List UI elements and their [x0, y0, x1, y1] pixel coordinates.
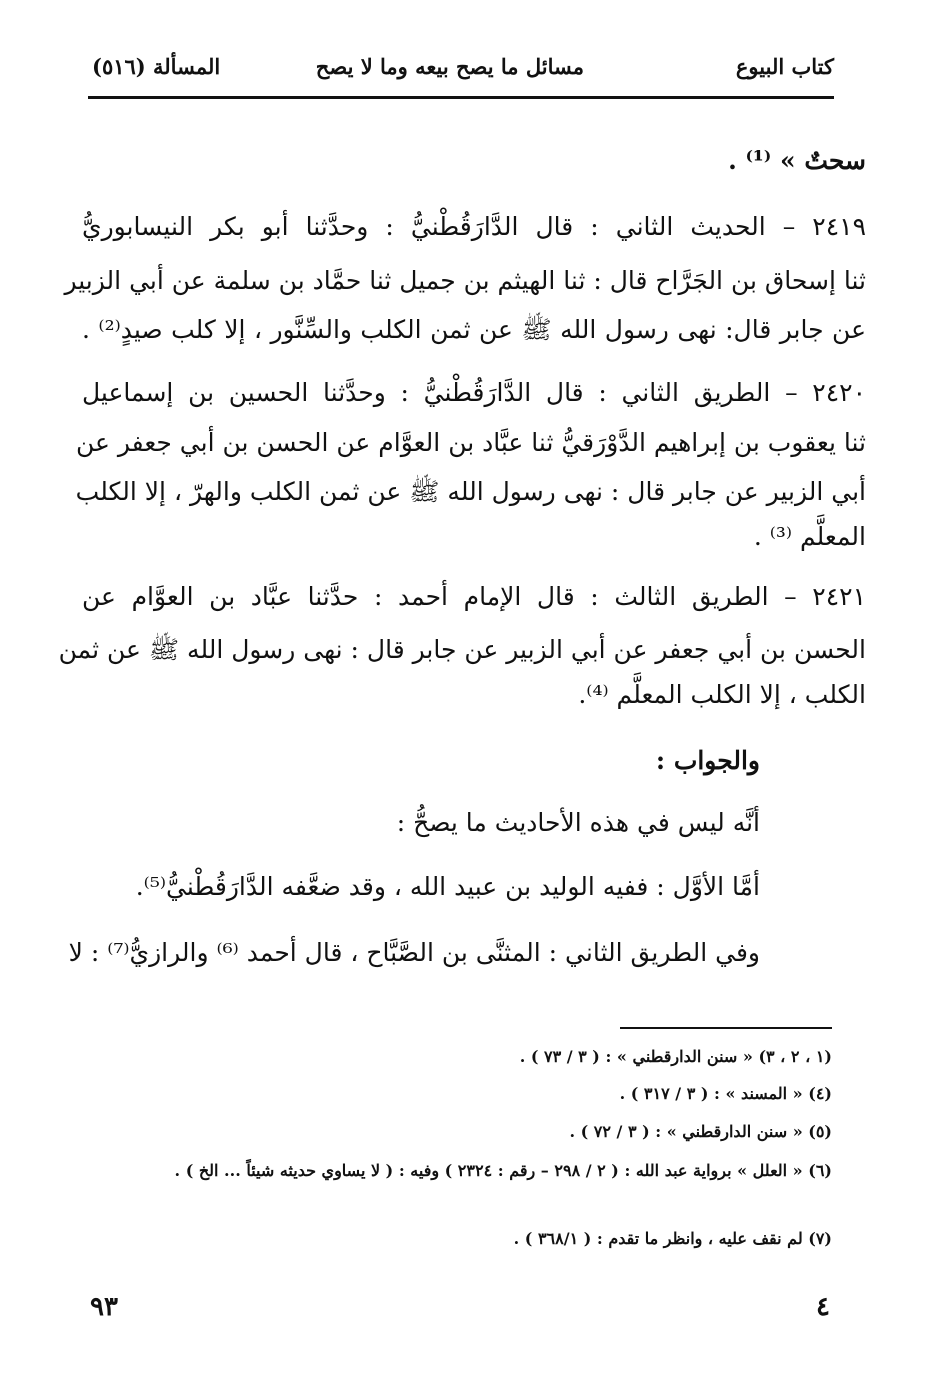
body-line: المعلَّم ⁽³⁾ . [753, 522, 866, 551]
answer-heading: والجواب : [655, 746, 760, 775]
body-line: أنَّه ليس في هذه الأحاديث ما يصحُّ : [396, 808, 760, 837]
body-line: الكلب ، إلا الكلب المعلَّم ⁽⁴⁾. [578, 680, 866, 709]
body-line: عن جابر قال: نهى رسول الله ﷺ عن ثمن الكلب والسِّنَّور ، إلا كلب صيدٍ⁽²⁾ . [82, 315, 866, 344]
hadith-2420-line: ٢٤٢٠ – الطريق الثاني : قال الدَّارَقُطْنيُّ : وحدَّثنا الحسين بن إسماعيل [82, 378, 866, 407]
body-line: ثنا إسحاق بن الجَرَّاح قال : ثنا الهيثم بن جميل ثنا حمَّاد بن سلمة عن أبي الزبير [64, 266, 866, 295]
footnote-divider [620, 1027, 832, 1029]
footnote-5: (٥) « سنن الدارقطني » : ( ٣ / ٧٢ ) . [569, 1122, 832, 1141]
hadith-2419-line: ٢٤١٩ – الحديث الثاني : قال الدَّارَقُطْنيُّ : وحدَّثنا أبو بكر النيسابوريُّ [82, 212, 866, 241]
footnote-6: (٦) « العلل » برواية عبد الله : ( ٢ / ٢٩٨ – رقم : ٢٣٢٤ ) وفيه : ( لا يساوي حديثه شيئاً ... الخ ) . [174, 1161, 832, 1180]
issue-label: المسألة (٥١٦) [92, 54, 221, 79]
chapter-title: مسائل ما يصح بيعه وما لا يصح [315, 54, 584, 79]
body-line: سحتٌ » ⁽¹⁾ . [728, 146, 866, 175]
body-line: الحسن بن أبي جعفر عن أبي الزبير عن جابر قال : نهى رسول الله ﷺ عن ثمن [58, 635, 866, 664]
footnote-4: (٤) « المسند » : ( ٣ / ٣١٧ ) . [619, 1084, 832, 1103]
page-number: ٩٣ [90, 1292, 118, 1322]
body-line: أمَّا الأوَّل : ففيه الوليد بن عبيد الله ، وقد ضعَّفه الدَّارَقُطْنيُّ⁽⁵⁾. [135, 872, 760, 901]
footnote-1-3: (١ ، ٢ ، ٣) « سنن الدارقطني » : ( ٣ / ٧٣ ) . [519, 1047, 832, 1066]
body-line: ثنا يعقوب بن إبراهيم الدَّوْرَقيُّ ثنا عبَّاد بن العوَّام عن الحسن بن أبي جعفر عن [75, 428, 866, 457]
volume-number: ٤ [816, 1292, 830, 1322]
body-line: وفي الطريق الثاني : المثنَّى بن الصَّبَّاح ، قال أحمد ⁽⁶⁾ والرازيُّ⁽⁷⁾ : لا [68, 938, 760, 967]
book-title: كتاب البيوع [735, 54, 834, 79]
hadith-2421-line: ٢٤٢١ – الطريق الثالث : قال الإمام أحمد : حدَّثنا عبَّاد بن العوَّام عن [82, 582, 866, 611]
running-header [88, 48, 834, 88]
footnote-7: (٧) لم نقف عليه ، وانظر ما تقدم : ( ٣٦٨/١ ) . [513, 1229, 832, 1248]
body-line: أبي الزبير عن جابر قال : نهى رسول الله ﷺ عن ثمن الكلب والهرّ ، إلا الكلب [75, 477, 866, 506]
header-divider [88, 96, 834, 99]
